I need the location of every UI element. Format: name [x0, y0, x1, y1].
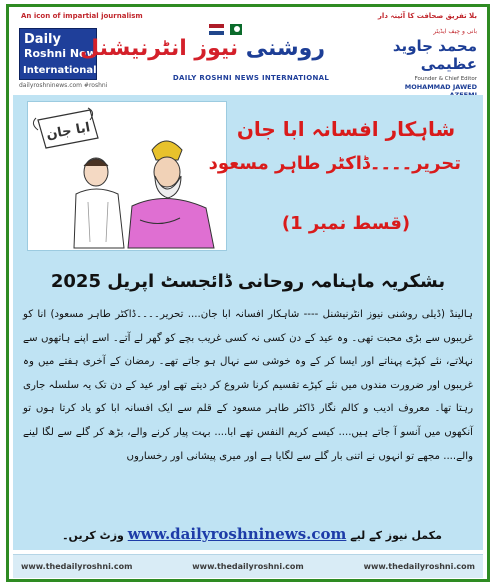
founder-block	[381, 28, 477, 91]
article-credit: بشکریہ ماہنامہ روحانی ڈائجسٹ اپریل 2025	[50, 271, 446, 292]
footer-prefix: مکمل نیوز کے لیے	[350, 529, 442, 542]
boy-figure-icon	[74, 158, 124, 248]
logo-word-daily: Daily	[24, 32, 61, 47]
article-author: تحریر۔۔۔۔ڈاکٹر طاہر مسعود	[208, 153, 461, 174]
masthead-english-name: DAILY ROSHNI NEWS INTERNATIONAL	[172, 74, 330, 82]
logo-url: dailyroshninews.com #roshni	[19, 82, 108, 89]
bottom-url-bar	[13, 554, 483, 578]
website-link[interactable]: www.dailyroshninews.com	[127, 525, 347, 543]
article-frame	[6, 4, 490, 582]
father-and-son-illustration	[28, 102, 226, 250]
masthead-tagline-english: An icon of impartial journalism	[21, 12, 143, 20]
founder-name-english: MOHAMMAD JAWED	[404, 83, 477, 91]
pakistan-flag-icon	[226, 24, 242, 35]
title-scroll-icon	[33, 108, 98, 148]
footer-call-to-action	[47, 525, 457, 543]
article-episode: (قسط نمبر 1)	[281, 213, 411, 234]
bottom-url-middle[interactable]: www.thedailyroshni.com	[192, 562, 304, 571]
masthead-urdu-title	[80, 36, 325, 61]
story-illustration	[27, 101, 227, 251]
masthead	[13, 10, 483, 94]
netherlands-flag-icon	[209, 24, 224, 35]
masthead-tagline-urdu: بلا تفریق صحافت کا آئینہ دار	[377, 12, 477, 20]
masthead-title-roshni: روشنی	[245, 36, 325, 61]
illustration-label: ابا جان	[45, 120, 92, 143]
article-body-paragraph: ہالینڈ (ڈیلی روشنی نیوز انٹرنیشنل ---- شاہکار افسانہ ابا جان.... تحریر۔۔۔۔ڈاکٹر طاہر مسعود) انا کو غریبوں سے بڑی محبت تھی۔ وہ عید کے دن کسی نہ کسی غریب بچے کو گھر لے آتے۔ اسے اپنے ہاتھوں سے نہلاتے، نئے کپڑے پہناتے اور ایسا کر کے وہ خوشی سے نہال ہو جاتے تھے۔ رمضان کے آخری ہفتے میں وہ غریبوں اور ضرورت مندوں میں نئے کپڑے تقسیم کرنا شروع کر دیتے تھے اور عید کے دن تک یہ سلسلہ جاری رہتا تھا۔ معروف ادیب و کالم نگار ڈاکٹر طاہر مسعود کے قلم سے ایک افسانہ ابا کو یاد کرتا ہوں تو آنکھوں میں آنسو آ جاتے ہیں.... کیسے کریم النفس تھے ابا.... بہت پیار کرنے والے، بڑھ کر گلے سے لگا لینے والے.... مجھے تو انہوں نے اتنی بار گلے سے لگایا ہے اور میری پیشانی اور رخساروں	[23, 309, 473, 462]
bottom-url-right[interactable]: www.thedailyroshni.com	[363, 562, 475, 571]
founder-name-urdu: محمد جاوید عظیمی	[392, 37, 477, 73]
article-title: شاہکار افسانہ ابا جان	[236, 117, 456, 141]
article-panel	[13, 95, 483, 550]
bottom-url-left[interactable]: www.thedailyroshni.com	[21, 562, 133, 571]
father-figure-icon	[128, 141, 214, 248]
founder-prefix: بانی و چیف ایڈیٹر	[433, 28, 477, 35]
logo-word-roshni-news: Roshni News	[24, 47, 104, 60]
logo-word-international: International	[23, 65, 97, 76]
founder-role: Founder & Chief Editor	[414, 76, 477, 82]
footer-suffix: وزٹ کریں۔	[62, 529, 124, 542]
masthead-title-news-international: نیوز انٹرنیشنل	[80, 36, 239, 61]
article-body	[23, 303, 473, 468]
